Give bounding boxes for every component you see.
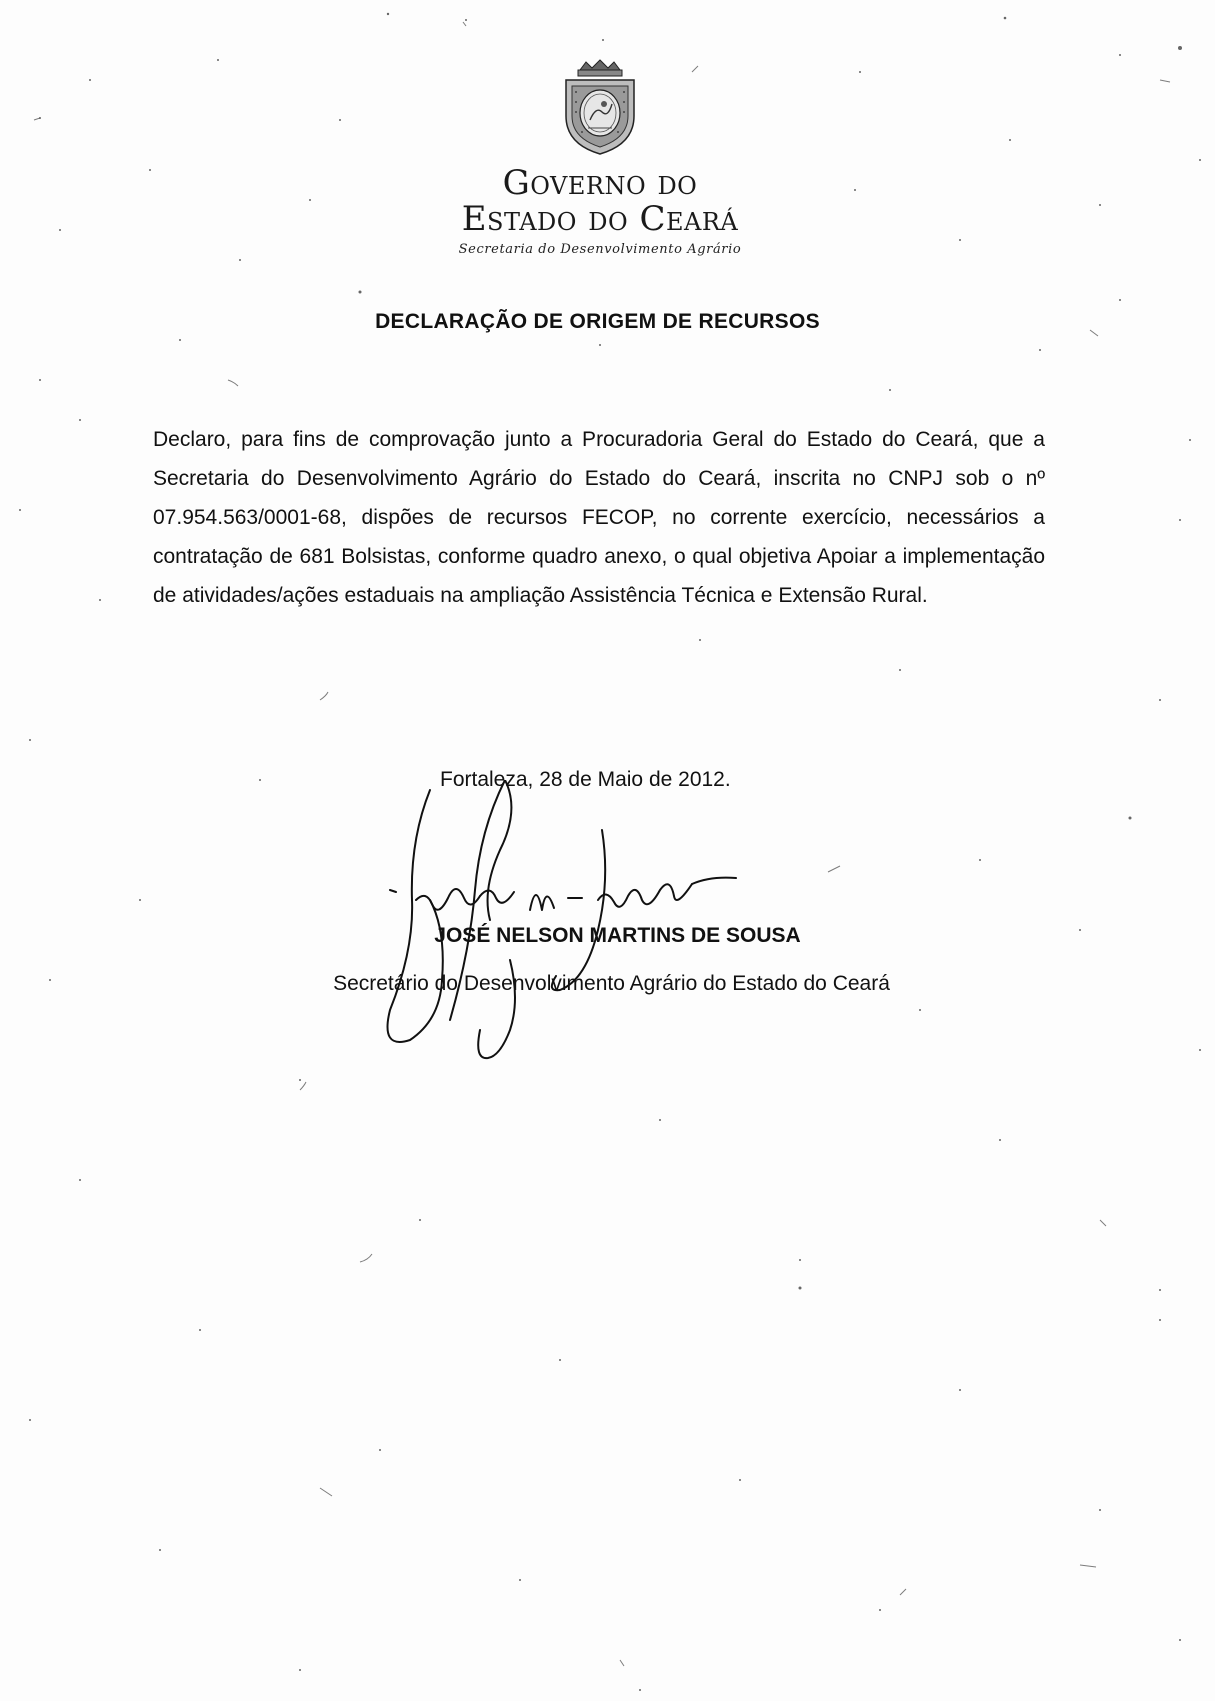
document-body: Declaro, para fins de comprovação junto a Procuradoria Geral do Estado do Ceará, que a Secretaria do Desenvolvimento Agrário do Estado do Ceará, inscrita no CNPJ sob o nº 07.954.563/0001-68, dispões de recursos FECOP, no corrente exercício, necessários a contratação de 681 Bolsistas, conforme quadro anexo, o qual objetiva Apoiar a implementação de atividades/ações estaduais na ampliação Assistência Técnica e Extensão Rural. (153, 428, 1045, 607)
state-coat-of-arms-icon (552, 58, 648, 158)
signer-role: Secretário do Desenvolvimento Agrário do Estado do Ceará (333, 972, 890, 995)
letterhead-secretaria: Secretaria do Desenvolvimento Agrário (458, 242, 742, 257)
letterhead-line-2: Estado do Ceará (461, 199, 739, 239)
document-title: DECLARAÇÃO DE ORIGEM DE RECURSOS (375, 310, 820, 333)
letterhead-line-1: Governo do (502, 163, 698, 203)
date-line: Fortaleza, 28 de Maio de 2012. (440, 768, 731, 791)
letterhead (420, 58, 780, 257)
signer-name: JOSÉ NELSON MARTINS DE SOUSA (434, 924, 801, 947)
